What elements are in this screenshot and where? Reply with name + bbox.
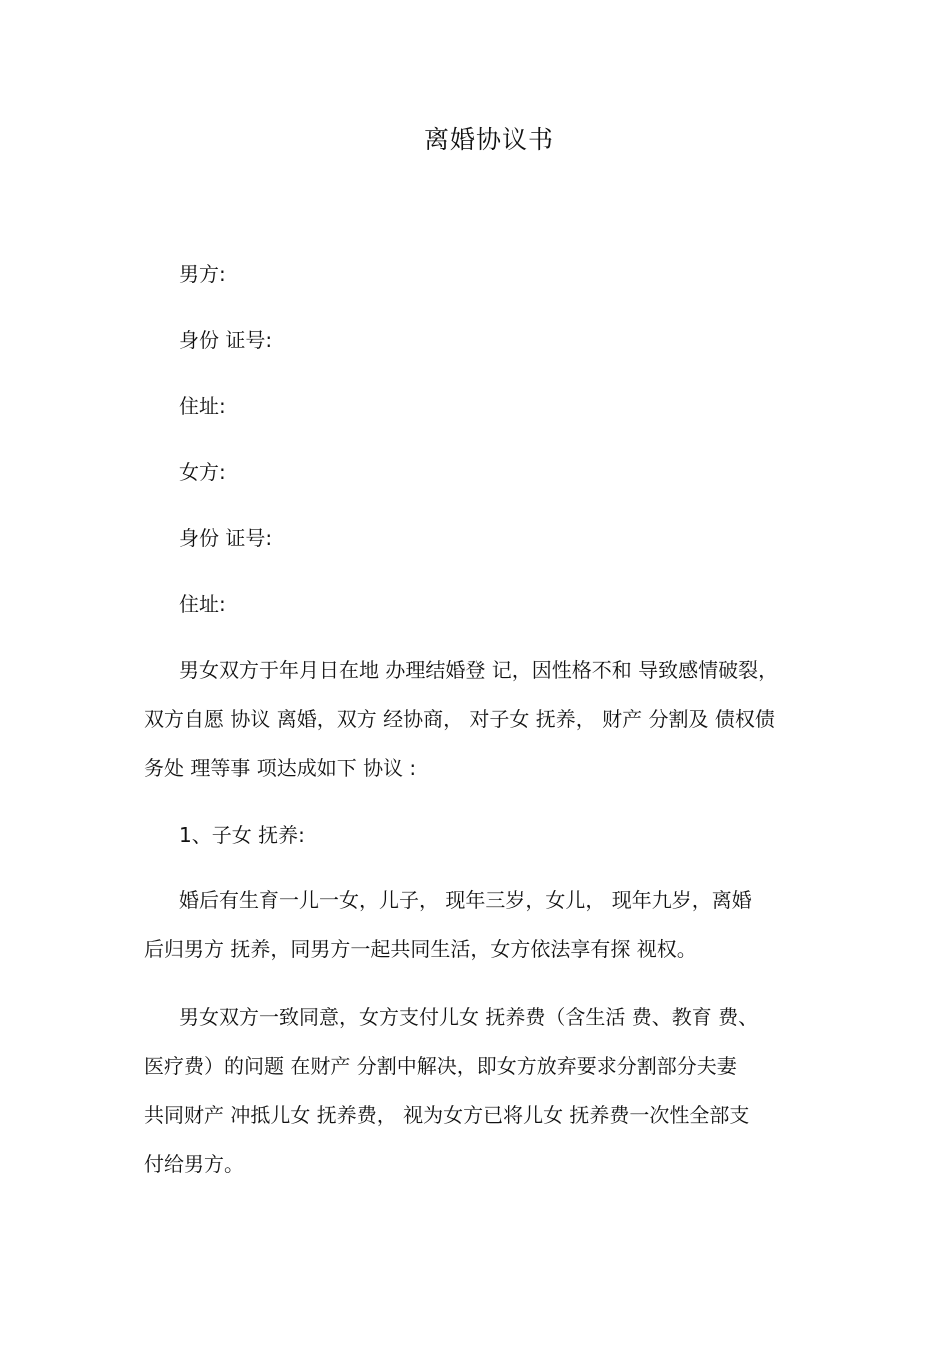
- paragraph-line: 婚后有生育一儿一女，儿子， 现年三岁，女儿， 现年九岁，离婚: [179, 888, 752, 912]
- paragraph-line: 付给男方。: [144, 1152, 244, 1176]
- paragraph-line: 务处 理等事 项达成如下 协议 :: [144, 756, 417, 780]
- section-heading-child-custody: [144, 820, 824, 869]
- paragraph-line: 男女双方一致同意，女方支付儿女 抚养费（含生活 费、教育 费、: [179, 1005, 759, 1029]
- field-female-address: 住址:: [179, 592, 226, 616]
- field-female-party: 女方:: [179, 460, 226, 484]
- paragraph-line: 后归男方 抚养，同男方一起共同生活，女方依法享有探 视权。: [144, 937, 697, 961]
- document-title: 离婚协议书: [423, 125, 554, 154]
- paragraph-child-support: [144, 1002, 824, 1198]
- paragraph-agreement-intro: [144, 655, 824, 802]
- field-female-id-number: 身份 证号:: [179, 526, 273, 550]
- paragraph-line: 共同财产 冲抵儿女 抚养费， 视为女方已将儿女 抚养费一次性全部支: [144, 1103, 750, 1127]
- paragraph-child-custody: [144, 885, 824, 983]
- field-male-address: 住址:: [179, 394, 226, 418]
- field-male-party: 男方:: [179, 262, 226, 286]
- field-male-id-number: 身份 证号:: [179, 328, 273, 352]
- paragraph-line: 医疗费）的问题 在财产 分割中解决，即女方放弃要求分割部分夫妻: [144, 1054, 737, 1078]
- paragraph-line: 双方自愿 协议 离婚，双方 经协商， 对子女 抚养， 财产 分割及 债权债: [144, 707, 775, 731]
- paragraph-line: 男女双方于年月日在地 办理结婚登 记，因性格不和 导致感情破裂，: [179, 658, 779, 682]
- section-heading-line: 1、子女 抚养:: [179, 823, 305, 847]
